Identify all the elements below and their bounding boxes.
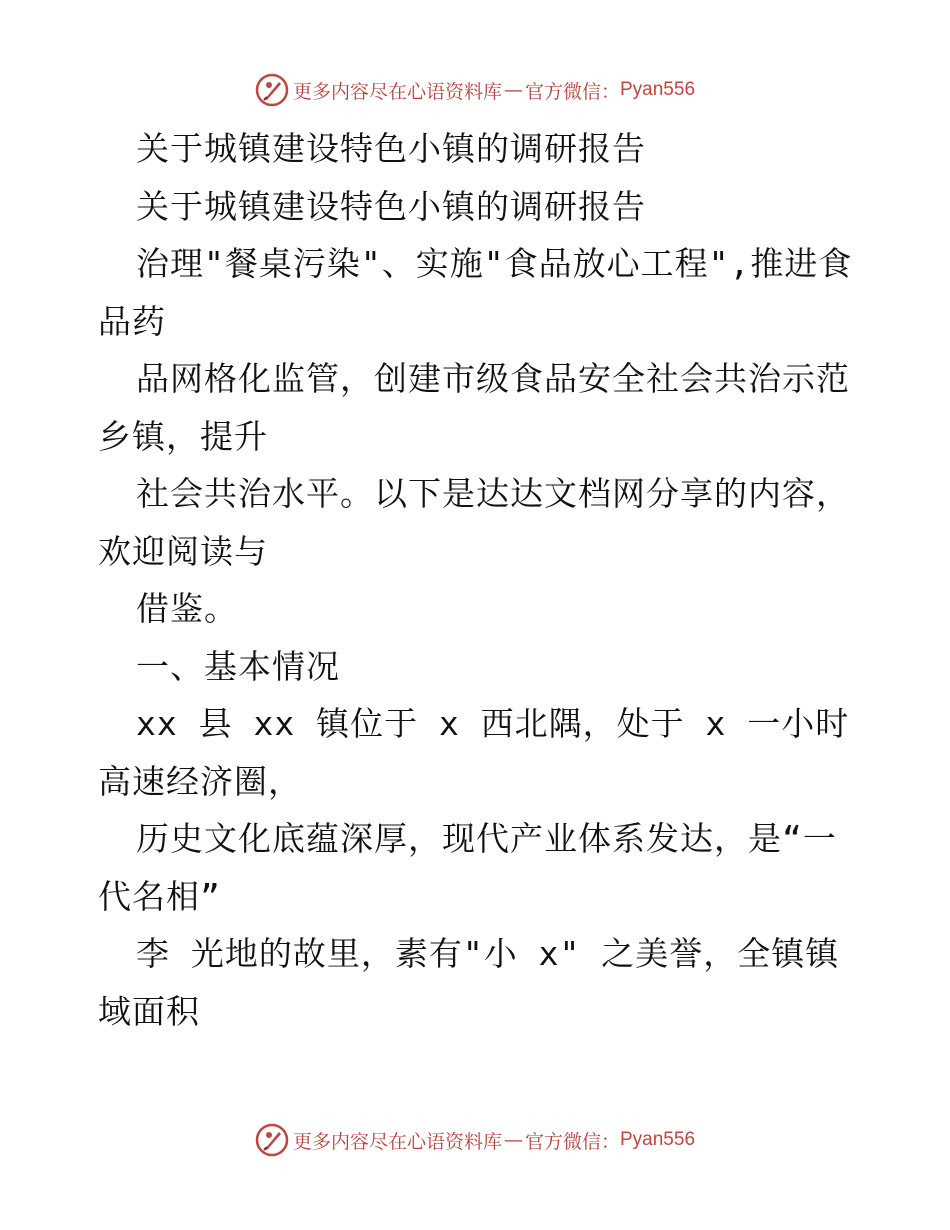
paragraph: xx 县 xx 镇位于 x 西北隅，处于 x 一小时高速经济圈， [98,704,850,801]
paragraph: 社会共治水平。以下是达达文档网分享的内容，欢迎阅读与 [98,474,850,571]
quill-pen-logo-icon [255,73,289,107]
paragraph: 一、基本情况 [136,646,340,686]
banner-site-text: 更多内容尽在心语资料库 [292,1130,502,1153]
paragraph: 关于城镇建设特色小镇的调研报告 [136,186,646,226]
header-banner [0,70,950,110]
banner-separator: — [503,79,523,101]
banner-wechat-id: Pyan556 [620,1129,696,1150]
banner-wechat-label: 官方微信： [524,1130,620,1153]
paragraph: 历史文化底蕴深厚，现代产业体系发达，是“一代名相” [98,819,837,916]
paragraph: 借鉴。 [136,589,238,628]
footer-banner [0,1120,950,1160]
paragraph: 品网格化监管，创建市级食品安全社会共治示范乡镇，提升 [98,359,850,456]
banner-wechat-id: Pyan556 [620,79,696,100]
banner-separator: — [503,1129,523,1151]
banner-wechat-label: 官方微信： [524,80,620,103]
quill-pen-logo-icon [255,1123,289,1157]
paragraph: 治理"餐桌污染"、实施"食品放心工程",推进食品药 [98,244,853,341]
paragraph: 李 光地的故里，素有"小 x" 之美誉，全镇镇域面积 [98,934,840,1031]
document-body [98,120,858,1040]
paragraph: 关于城镇建设特色小镇的调研报告 [136,129,646,168]
banner-site-text: 更多内容尽在心语资料库 [292,80,502,103]
